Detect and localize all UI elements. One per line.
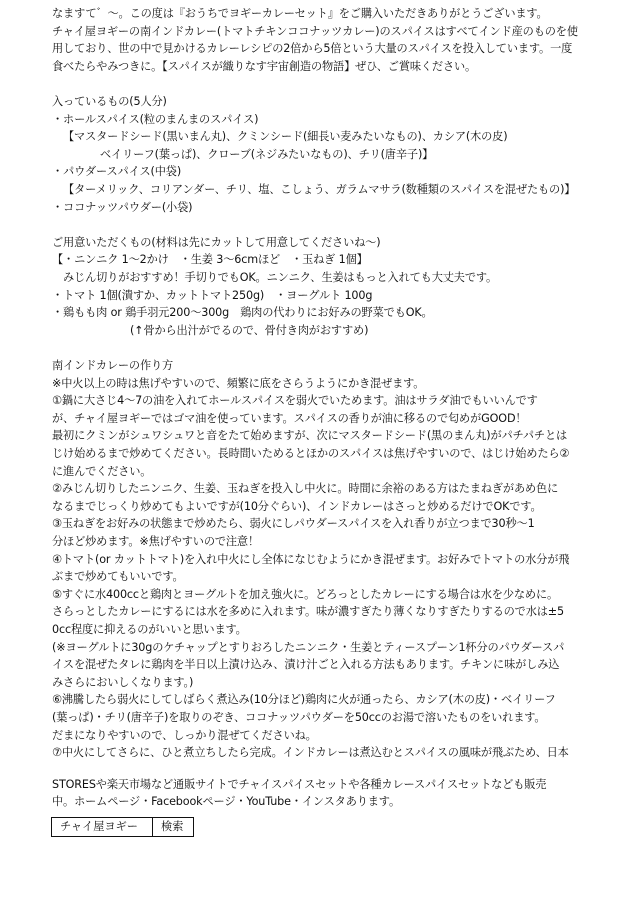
prepare-heading: ご用意いただくもの(材料は先にカットして用意してくださいね～) <box>52 235 381 249</box>
method-line: (葉っぱ)・チリ(唐辛子)を取りのぞき、ココナッツパウダーを50ccのお湯で溶いたものをいれます。 <box>52 711 546 724</box>
method-line: 0cc程度に抑えるのがいいと思います。 <box>52 623 247 636</box>
prepare-line-5: (↑骨から出汁がでるので、骨付き肉がおすすめ) <box>130 323 369 337</box>
method-line: 分ほど炒めます。※焦げやすいので注意！ <box>52 535 260 548</box>
method-line: ③玉ねぎをお好みの状態まで炒めたら、弱火にしパウダースパイスを入れ香りが立つまで30秒～1 <box>52 517 535 531</box>
prepare-line-2: みじん切りがおすすめ！手切りでもOK。ニンニク、生姜はもっと入れても大丈夫です。 <box>63 271 498 284</box>
footer-line-1: STORESや楽天市場など通販サイトでチャイスパイスセットや各種カレースパイスセットなども販売 <box>52 777 547 791</box>
shop-name-search-field: チャイ屋ヨギー <box>52 818 153 837</box>
prepare-line-1: 【・ニンニク 1～2かけ ・生姜 3～6cmほど ・玉ねぎ 1個】 <box>52 253 368 267</box>
method-heading: 南インドカレーの作り方 <box>52 359 174 372</box>
whole-spice-line-2: ベイリーフ(葉っぱ)、クローブ(ネジみたいなもの)、チリ(唐辛子)】 <box>100 147 434 161</box>
whole-spice-line-1: 【マスタードシード(黒いまん丸)、クミンシード(細長い麦みたいなもの)、カシア(木の皮) <box>63 130 508 144</box>
search-box <box>51 817 194 837</box>
powder-spice-title: ・パウダースパイス(中袋) <box>52 165 182 179</box>
method-line: (※ヨーグルトに30gのケチャップとすりおろしたニンニク・生姜とティースプーン1杯分のパウダースパ <box>52 640 565 654</box>
contents-heading: 入っているもの(5人分) <box>52 95 167 108</box>
whole-spice-title: ・ホールスパイス(粒のまんまのスパイス) <box>52 112 259 126</box>
powder-spice-line: 【ターメリック、コリアンダー、チリ、塩、こしょう、ガラムマサラ(数種類のスパイスを混ぜたもの)】 <box>63 183 576 196</box>
method-line: イスを混ぜたタレに鶏肉を半日以上漬け込み、漬け汁ごと入れる方法もあります。チキンに味がしみ込 <box>52 658 560 672</box>
method-line: ⑤すぐに水400ccと鶏肉とヨーグルトを加え強火に。どろっとしたカレーにする場合は水を少なめに。 <box>52 587 559 601</box>
intro-line-3: 用しており、世の中で見かけるカレーレシピの2倍から5倍という大量のスパイスを投入しています。一度 <box>52 42 573 56</box>
method-line: なるまでじっくり炒めてもよいですが(10分ぐらい)、インドカレーはさっと炒めるだけでOKです。 <box>52 499 542 513</box>
method-line: さらっとしたカレーにするには水を多めに入れます。味が濃すぎたり薄くなりすぎたりするので水は±5 <box>52 605 564 619</box>
footer-line-2: 中。ホームページ・Facebookページ・YouTube・インスタあります。 <box>52 795 400 809</box>
method-line: 最初にクミンがシュワシュワと音をたて始めますが、次にマスタードシード(黒のまん丸)がパチパチとは <box>52 429 568 443</box>
search-label: 検索 <box>153 818 194 837</box>
method-line: じけ始めるまで炒めてください。長時間いためるとほかのスパイスは焦げやすいので、はじけ始めたら② <box>52 447 570 460</box>
method-line: ④トマト(or カットトマト)を入れ中火にし全体になじむようにかき混ぜます。お好みでトマトの水分が飛 <box>52 552 570 566</box>
prepare-line-4: ・鶏もも肉 or 鶏手羽元200～300g 鶏肉の代わりにお好みの野菜でもOK。 <box>52 306 433 320</box>
intro-line-1: なますて゛～。この度は『おうちでヨギーカレーセット』をご購入いただきありがとうございます。 <box>52 7 548 20</box>
method-line: ※中火以上の時は焦げやすいので、頻繁に底をさらうようにかき混ぜます。 <box>52 376 425 390</box>
method-line: ⑥沸騰したら弱火にしてしばらく煮込み(10分ほど)鶏肉に火が通ったら、カシア(木の皮)・ベイリーフ <box>52 693 556 707</box>
method-line: ⑦中火にしてさらに、ひと煮立ちしたら完成。インドカレーは煮込むとスパイスの風味が飛ぶため、日本 <box>52 746 569 760</box>
intro-line-2: チャイ屋ヨギーの南インドカレー(トマトチキンココナッツカレー)のスパイスはすべてインド産のものを使 <box>52 24 578 38</box>
method-line: だまになりやすいので、しっかり混ぜてくださいね。 <box>52 728 317 742</box>
method-line: が、チャイ屋ヨギーではゴマ油を使っています。スパイスの香りが油に移るので匂めがGOOD！ <box>52 411 527 425</box>
method-line: に進んでください。 <box>52 464 152 478</box>
method-line: ぶまで炒めてもいいです。 <box>52 570 184 584</box>
intro-line-4: 食べたらやみつきに。【スパイスが織りなす宇宙創造の物語】ぜひ、ご賞味ください。 <box>52 59 477 73</box>
prepare-line-3: ・トマト 1個(潰すか、カットトマト250g) ・ヨーグルト 100g <box>52 288 373 302</box>
method-line: ②みじん切りしたニンニク、生姜、玉ねぎを投入し中火に。時間に余裕のある方はたまねぎがあめ色に <box>52 482 559 496</box>
method-line: ①鍋に大さじ4～7の油を入れてホールスパイスを弱火でいためます。油はサラダ油でもいいんです <box>52 394 538 408</box>
coconut-powder-line: ・ココナッツパウダー(小袋) <box>52 200 193 214</box>
method-line: みさらにおいしくなります。) <box>52 675 194 689</box>
